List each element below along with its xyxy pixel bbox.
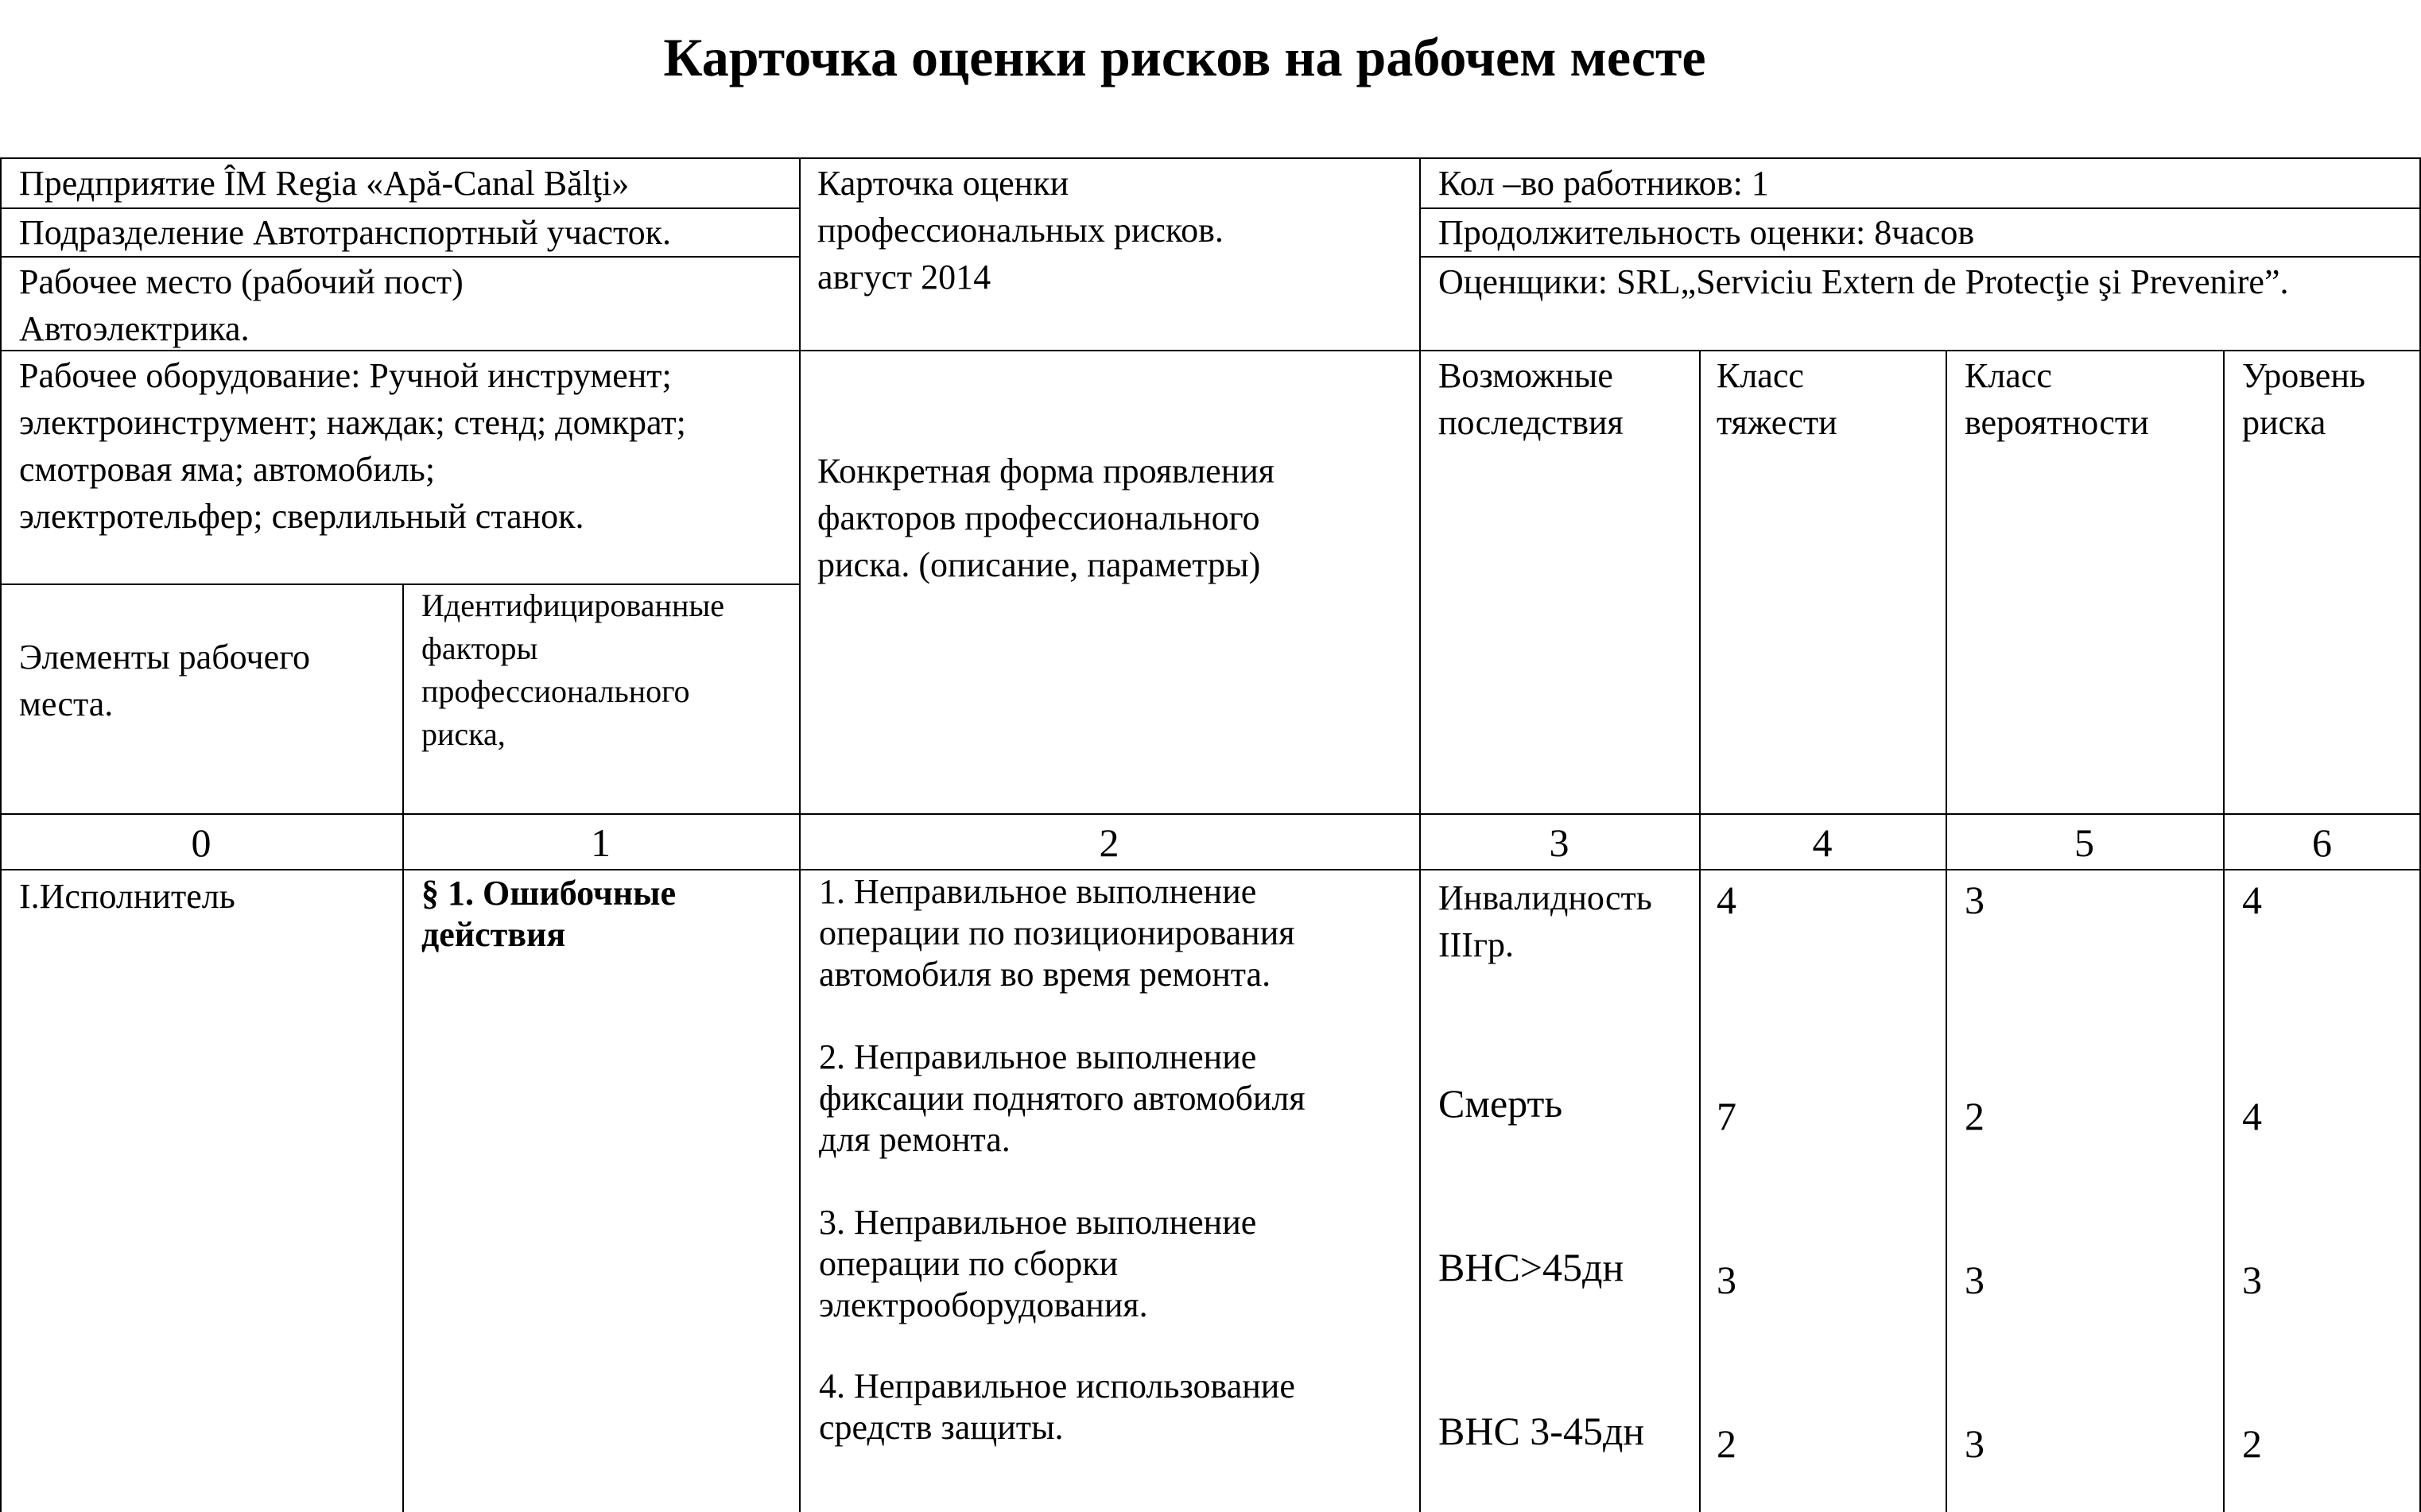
table-row-probability: 3 xyxy=(1965,1421,1985,1466)
table-row-severity: 7 xyxy=(1717,1094,1736,1138)
column-header-severity: Класс тяжести xyxy=(1717,356,1837,442)
column-number: 6 xyxy=(2312,820,2332,865)
assessors-cell: Оценщики: SRL„Serviciu Extern de Protecţie şi Prevenire”. xyxy=(1438,262,2289,301)
workplace-cell: Рабочее место (рабочий пост) Автоэлектрика. xyxy=(19,262,464,348)
table-row-severity: 4 xyxy=(1717,878,1736,922)
table-row-risk: 4 xyxy=(2242,1094,2262,1138)
column-number: 4 xyxy=(1812,820,1833,865)
subdivision-cell: Подразделение Автотранспортный участок. xyxy=(19,213,671,252)
table-row-description: 2. Неправильное выполнение фиксации поднятого автомобиля для ремонта. xyxy=(819,1037,1306,1159)
column-header-factors: Идентифицированные факторы профессионального риска, xyxy=(421,587,724,752)
table-row-severity: 2 xyxy=(1717,1421,1736,1466)
row-divider xyxy=(1420,256,2421,258)
duration-cell: Продолжительность оценки: 8часов xyxy=(1438,213,1975,252)
table-row-description: 1. Неправильное выполнение операции по позиционирования автомобиля во время ремонта. xyxy=(819,872,1295,994)
row-divider xyxy=(0,813,2421,815)
column-header-consequences: Возможные последствия xyxy=(1438,356,1624,442)
element-cell: I.Исполнитель xyxy=(19,877,235,916)
row-divider xyxy=(0,256,800,258)
table-row-consequence: ВНС 3-45дн xyxy=(1438,1409,1645,1453)
column-number: 3 xyxy=(1549,820,1569,865)
table-row-probability: 2 xyxy=(1965,1094,1985,1138)
table-row-probability: 3 xyxy=(1965,1258,1985,1302)
table-row-probability: 3 xyxy=(1965,878,1985,922)
column-divider xyxy=(2223,350,2225,1512)
column-header-probability: Класс вероятности xyxy=(1965,356,2149,442)
table-row-consequence: ВНС>45дн xyxy=(1438,1245,1624,1289)
column-divider xyxy=(1699,350,1701,1512)
column-number: 0 xyxy=(191,820,211,865)
page-title: Карточка оценки рисков на рабочем месте xyxy=(663,27,1706,87)
column-number: 2 xyxy=(1099,820,1119,865)
column-header-elements: Элементы рабочего места. xyxy=(19,638,311,723)
factor-cell: § 1. Ошибочные действия xyxy=(421,874,677,954)
enterprise-cell: Предприятие ÎM Regia «Apă-Canal Bălţi» xyxy=(19,164,630,203)
table-row-description: 4. Неправильное использование средств защиты. xyxy=(819,1367,1295,1447)
table-row-risk: 2 xyxy=(2242,1421,2262,1466)
equipment-cell: Рабочее оборудование: Ручной инструмент; электроинструмент; наждак; стенд; домкрат; смотровая яма; автомобиль; электротельфер; сверлильный станок. xyxy=(19,356,686,536)
table-border-top xyxy=(0,157,2421,159)
column-divider xyxy=(402,583,404,1512)
column-header-risk-level: Уровень риска xyxy=(2242,356,2365,442)
column-header-description: Конкретная форма проявления факторов профессионального риска. (описание, параметры) xyxy=(817,452,1275,584)
column-divider xyxy=(1946,350,1947,1512)
table-row-severity: 3 xyxy=(1717,1258,1736,1302)
table-row-risk: 3 xyxy=(2242,1258,2262,1302)
column-number: 1 xyxy=(591,820,611,865)
table-row-risk: 4 xyxy=(2242,878,2262,922)
card-title-cell: Карточка оценки профессиональных рисков. август 2014 xyxy=(817,164,1224,297)
column-number: 5 xyxy=(2074,820,2094,865)
table-row-description: 3. Неправильное выполнение операции по сборки электрооборудования. xyxy=(819,1203,1257,1324)
table-row-consequence: Инвалидность IIIгр. xyxy=(1438,878,1652,964)
workers-count-cell: Кол –во работников: 1 xyxy=(1438,164,1769,203)
row-divider xyxy=(0,869,2421,870)
table-row-consequence: Смерть xyxy=(1438,1081,1563,1126)
